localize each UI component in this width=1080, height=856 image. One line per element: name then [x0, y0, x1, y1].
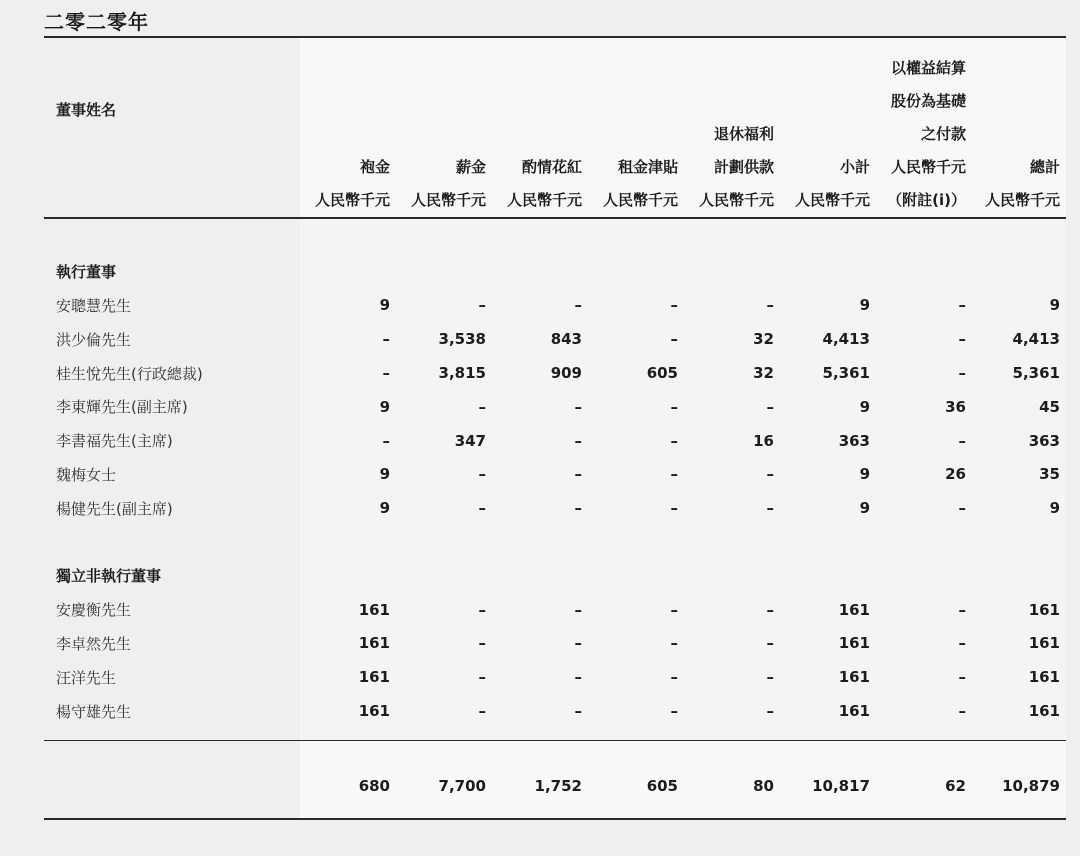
director-name: 李東輝先生(副主席) — [56, 398, 188, 417]
director-name: 汪洋先生 — [56, 668, 117, 687]
director-name: 楊守雄先生 — [56, 702, 132, 721]
spacer-row — [44, 525, 1066, 559]
value-cell: 161 — [1028, 600, 1060, 619]
value-cell: – — [766, 600, 774, 619]
value-cell: 3,538 — [438, 330, 486, 349]
value-cell: 161 — [838, 702, 870, 721]
value-cell: 9 — [379, 465, 390, 484]
column-header-5 — [780, 38, 876, 221]
column-header-line: 股份為基礎 — [890, 92, 966, 110]
column-header-line: 人民幣千元 — [506, 191, 582, 209]
column-header-2 — [492, 38, 588, 221]
value-cell: 843 — [550, 330, 582, 349]
value-cell: 9 — [859, 499, 870, 518]
value-cell: – — [766, 702, 774, 721]
value-cell: 32 — [753, 364, 774, 383]
value-cell: – — [958, 702, 966, 721]
column-header-line: 之付款 — [920, 125, 966, 143]
page-title: 二零二零年 — [44, 10, 149, 34]
column-header-line: 人民幣千元 — [602, 191, 678, 209]
value-cell: 16 — [753, 431, 774, 450]
value-cell: 4,413 — [1012, 330, 1060, 349]
value-cell: 26 — [945, 465, 966, 484]
table-row — [44, 289, 1066, 323]
table-row — [44, 593, 1066, 627]
table-row — [44, 491, 1066, 525]
value-cell: – — [670, 600, 678, 619]
value-cell: 9 — [1049, 499, 1060, 518]
total-value-cell: 62 — [945, 777, 966, 796]
director-name: 洪少倫先生 — [56, 330, 132, 349]
value-cell: – — [670, 634, 678, 653]
value-cell: 9 — [379, 296, 390, 315]
total-label-cell — [44, 728, 300, 805]
director-name: 魏梅女士 — [56, 465, 117, 484]
value-cell: 161 — [1028, 668, 1060, 687]
total-row — [44, 728, 1066, 805]
value-cell: – — [958, 668, 966, 687]
value-cell: 32 — [753, 330, 774, 349]
column-header-line: 袍金 — [359, 158, 390, 176]
value-cell: – — [382, 431, 390, 450]
value-cell: – — [766, 296, 774, 315]
value-cell: 3,815 — [438, 364, 486, 383]
section-title: 執行董事 — [56, 263, 117, 282]
table-row — [44, 627, 1066, 661]
total-value-cell: 1,752 — [534, 777, 582, 796]
value-cell: – — [574, 668, 582, 687]
value-cell: – — [382, 330, 390, 349]
value-cell: – — [766, 499, 774, 518]
value-cell: – — [478, 600, 486, 619]
value-cell: 161 — [1028, 634, 1060, 653]
value-cell: 9 — [379, 397, 390, 416]
value-cell: – — [574, 634, 582, 653]
column-header-line: 酌情花紅 — [521, 158, 582, 176]
value-cell: – — [958, 634, 966, 653]
name-column-header: 董事姓名 — [56, 101, 117, 119]
director-name: 楊健先生(副主席) — [56, 499, 173, 518]
value-cell: 909 — [550, 364, 582, 383]
remuneration-table — [44, 38, 1066, 805]
value-cell: – — [478, 499, 486, 518]
value-cell: 161 — [838, 600, 870, 619]
table-body — [44, 221, 1066, 805]
director-name: 安慶衡先生 — [56, 601, 132, 620]
column-header-row — [44, 38, 1066, 221]
column-header-line: 以權益結算 — [890, 59, 966, 77]
column-header-3 — [588, 38, 684, 221]
value-cell: 5,361 — [822, 364, 870, 383]
value-cell: – — [574, 431, 582, 450]
value-cell: – — [670, 397, 678, 416]
value-cell: – — [670, 330, 678, 349]
column-header-line: 退休福利 — [713, 125, 774, 143]
table-row — [44, 458, 1066, 492]
value-cell: 363 — [1028, 431, 1060, 450]
value-cell: 161 — [358, 702, 390, 721]
column-header-line: 人民幣千元 — [984, 191, 1060, 209]
section-heading-row — [44, 559, 1066, 593]
value-cell: 161 — [1028, 702, 1060, 721]
value-cell: – — [574, 600, 582, 619]
total-value-cell: 605 — [646, 777, 678, 796]
column-header-line: 人民幣千元 — [314, 191, 390, 209]
value-cell: 161 — [838, 634, 870, 653]
column-header-line: 人民幣千元 — [794, 191, 870, 209]
total-value-cell: 80 — [753, 777, 774, 796]
value-cell: – — [670, 296, 678, 315]
column-header-line: （附註(i)） — [887, 191, 966, 209]
value-cell: – — [478, 397, 486, 416]
value-cell: 35 — [1039, 465, 1060, 484]
spacer-row — [44, 221, 1066, 255]
value-cell: 5,361 — [1012, 364, 1060, 383]
table-row — [44, 660, 1066, 694]
column-header-line: 人民幣千元 — [410, 191, 486, 209]
column-header-1 — [396, 38, 492, 221]
table-row — [44, 356, 1066, 390]
value-cell: 161 — [358, 600, 390, 619]
total-value-cell: 7,700 — [438, 777, 486, 796]
value-cell: – — [766, 634, 774, 653]
value-cell: – — [670, 465, 678, 484]
director-name: 桂生悅先生(行政總裁) — [56, 364, 203, 383]
value-cell: – — [958, 330, 966, 349]
value-cell: – — [574, 397, 582, 416]
value-cell: – — [958, 364, 966, 383]
value-cell: – — [574, 702, 582, 721]
value-cell: – — [478, 702, 486, 721]
column-header-line: 小計 — [839, 158, 870, 176]
value-cell: – — [478, 668, 486, 687]
final-rule — [44, 818, 1066, 820]
column-header-line: 總計 — [1029, 158, 1060, 176]
value-cell: – — [958, 499, 966, 518]
column-header-6 — [876, 38, 972, 221]
director-name: 安聰慧先生 — [56, 296, 132, 315]
value-cell: 161 — [838, 668, 870, 687]
column-header-0 — [300, 38, 396, 221]
total-value-cell: 10,817 — [812, 777, 870, 796]
column-header-line: 薪金 — [455, 158, 486, 176]
value-cell: – — [958, 296, 966, 315]
value-cell: – — [574, 465, 582, 484]
value-cell: – — [670, 499, 678, 518]
value-cell: 161 — [358, 668, 390, 687]
section-title: 獨立非執行董事 — [56, 567, 162, 586]
value-cell: – — [574, 296, 582, 315]
value-cell: – — [670, 431, 678, 450]
value-cell: 4,413 — [822, 330, 870, 349]
value-cell: – — [478, 634, 486, 653]
value-cell: 9 — [379, 499, 390, 518]
value-cell: 161 — [358, 634, 390, 653]
value-cell: 605 — [646, 364, 678, 383]
value-cell: 347 — [454, 431, 486, 450]
value-cell: – — [958, 600, 966, 619]
value-cell: – — [766, 668, 774, 687]
value-cell: 363 — [838, 431, 870, 450]
column-header-line: 租金津貼 — [617, 158, 678, 176]
director-name: 李卓然先生 — [56, 634, 132, 653]
total-value-cell: 10,879 — [1002, 777, 1060, 796]
value-cell: 9 — [859, 465, 870, 484]
value-cell: – — [478, 296, 486, 315]
table-row — [44, 424, 1066, 458]
value-cell: 9 — [859, 296, 870, 315]
value-cell: 36 — [945, 397, 966, 416]
column-header-line: 人民幣千元 — [890, 158, 966, 176]
table-row — [44, 322, 1066, 356]
column-header-4 — [684, 38, 780, 221]
value-cell: – — [766, 397, 774, 416]
director-name: 李書福先生(主席) — [56, 432, 173, 451]
value-cell: 9 — [1049, 296, 1060, 315]
value-cell: – — [958, 431, 966, 450]
value-cell: 9 — [859, 397, 870, 416]
column-header-line: 計劃供款 — [713, 158, 774, 176]
total-value-cell: 680 — [358, 777, 390, 796]
column-header-7 — [972, 38, 1066, 221]
value-cell: – — [670, 702, 678, 721]
value-cell: – — [670, 668, 678, 687]
table-row — [44, 390, 1066, 424]
value-cell: – — [574, 499, 582, 518]
section-heading-row — [44, 255, 1066, 289]
value-cell: 45 — [1039, 397, 1060, 416]
value-cell: – — [382, 364, 390, 383]
value-cell: – — [766, 465, 774, 484]
value-cell: – — [478, 465, 486, 484]
table-row — [44, 694, 1066, 728]
column-header-line: 人民幣千元 — [698, 191, 774, 209]
